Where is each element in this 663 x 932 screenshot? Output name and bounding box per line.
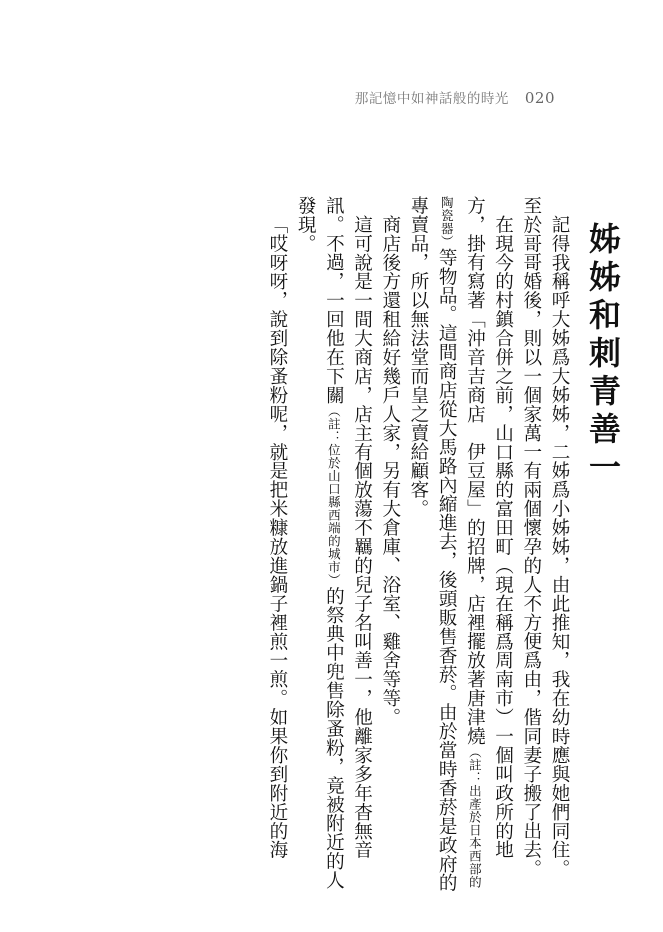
annotation-note: （註：位於山口縣西端的城市）	[326, 404, 342, 587]
annotation-note: （註：出產於日本西部的陶瓷器）	[439, 196, 483, 889]
page-number: 020	[524, 89, 555, 107]
chapter-title: 姊姊和刺青善一	[584, 222, 622, 488]
paragraph-4-text-b: 的祭典中兜售除蚤粉，竟被附近的人發現。	[295, 196, 345, 890]
paragraph-2-text-a: 在現今的村鎮合併之前，山口縣的富田町（現在稱爲周南市）一個叫政所的地方，掛有寫著「沖音吉商店 伊豆屋」的招牌，店裡擺放著唐津燒	[464, 196, 514, 859]
paragraph-3: 商店後方還租給好幾戶人家，另有大倉庫、浴室、雞舍等等。	[379, 214, 401, 727]
paragraph-5: 「哎呀呀，說到除蚤粉呢，就是把米糠放進鍋子裡煎一煎。如果你到附近的海	[266, 214, 288, 859]
running-header	[355, 87, 555, 107]
paragraph-2-text-b: 等物品。這間商店從大馬路內縮進去，後頭販售香菸。由於當時香菸是政府的專賣品，所以無法堂而皇之賣給顧客。	[407, 196, 458, 893]
running-title: 那記憶中如神話般的時光	[354, 91, 509, 107]
paragraph-4-text-a: 這可說是一間大商店，店主有個放蕩不羈的兒子名叫善一，他離家多年杳無音訊。不過，一回他在下關	[323, 196, 373, 859]
vertical-text-block	[263, 196, 623, 896]
paragraph-1: 記得我稱呼大姊爲大姊姊，二姊爲小姊姊，由此推知，我在幼時應與她們同住。至於哥哥婚後，則以一個家萬一有兩個懷孕的人不方便爲由，偕同妻子搬了出去。	[520, 196, 570, 879]
paragraph-4	[291, 196, 376, 896]
paragraph-2	[404, 196, 517, 896]
